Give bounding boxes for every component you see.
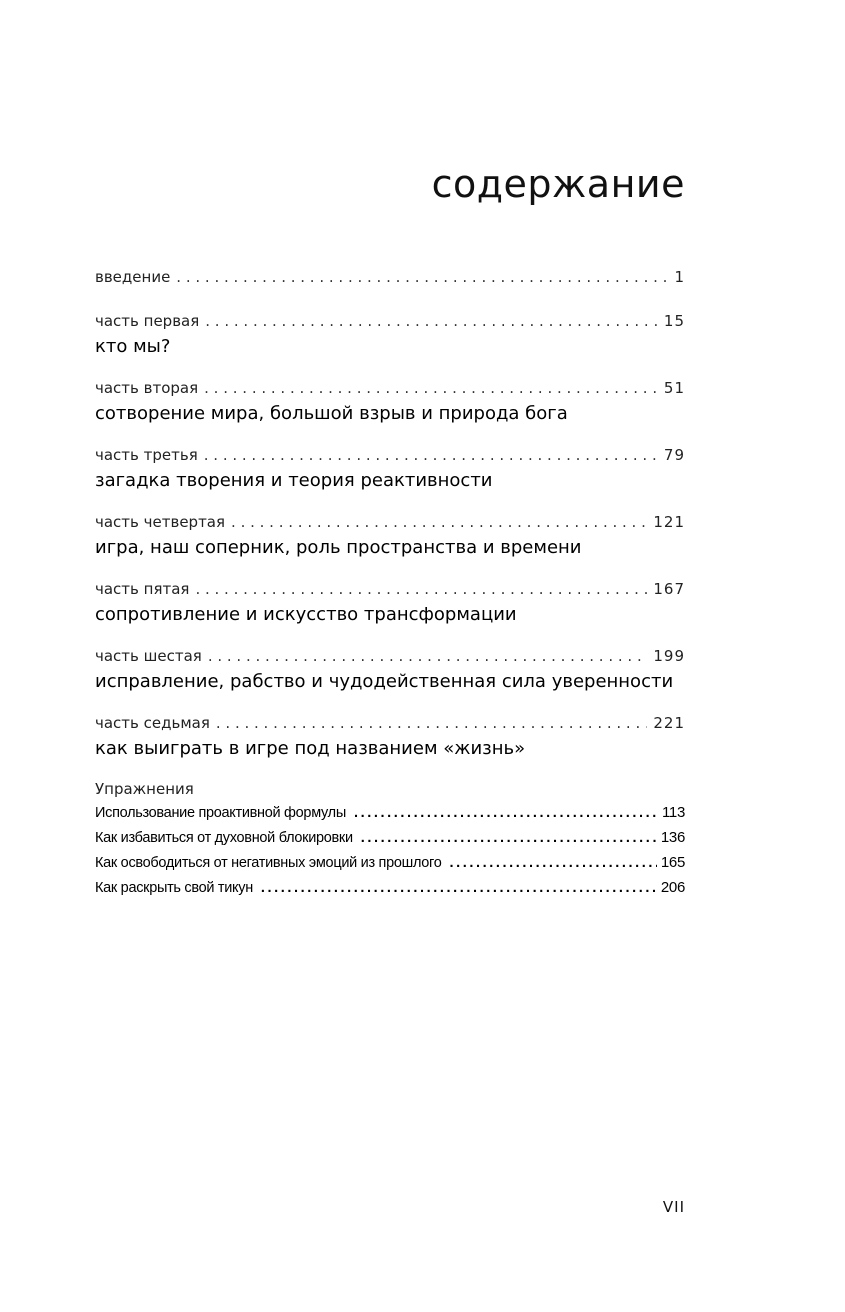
toc-entry-part-5 bbox=[95, 574, 685, 626]
toc-page-number: 221 bbox=[653, 714, 685, 732]
exercise-label: Использование проактивной формулы bbox=[95, 805, 346, 821]
dot-leader bbox=[216, 708, 647, 738]
toc-page-number: 121 bbox=[653, 513, 685, 531]
exercise-label: Как раскрыть свой тикун bbox=[95, 880, 253, 896]
toc-row[interactable] bbox=[95, 440, 685, 470]
toc-label: часть пятая bbox=[95, 580, 190, 598]
dot-leader bbox=[231, 507, 647, 537]
part-title[interactable]: исправление, рабство и чудодейственная сила уверенности bbox=[95, 671, 674, 692]
toc-page-number: 199 bbox=[653, 647, 685, 665]
toc-page-number: 79 bbox=[663, 446, 685, 464]
exercise-page-number: 165 bbox=[660, 854, 685, 871]
exercise-page-number: 136 bbox=[660, 829, 685, 846]
toc-row[interactable] bbox=[95, 708, 685, 738]
exercise-row[interactable] bbox=[95, 800, 685, 825]
toc-label: часть первая bbox=[95, 312, 200, 330]
dot-leader bbox=[449, 851, 656, 876]
dot-leader bbox=[361, 826, 657, 851]
toc-row[interactable] bbox=[95, 641, 685, 671]
part-title[interactable]: сотворение мира, большой взрыв и природа бога bbox=[95, 403, 568, 424]
part-title[interactable]: загадка творения и теория реактивности bbox=[95, 470, 493, 491]
exercise-label: Как избавиться от духовной блокировки bbox=[95, 830, 353, 846]
exercise-row[interactable] bbox=[95, 875, 685, 900]
toc-label: часть четвертая bbox=[95, 513, 226, 531]
dot-leader bbox=[204, 440, 658, 470]
toc-page-number: 15 bbox=[663, 312, 685, 330]
toc-row[interactable] bbox=[95, 262, 685, 292]
toc-entry-part-7 bbox=[95, 708, 685, 760]
toc-row[interactable] bbox=[95, 574, 685, 604]
exercise-page-number: 113 bbox=[661, 804, 685, 821]
dot-leader bbox=[208, 641, 648, 671]
part-title[interactable]: кто мы? bbox=[95, 336, 171, 357]
page-folio: VII bbox=[662, 1198, 685, 1216]
toc-label: часть третья bbox=[95, 446, 198, 464]
toc-row[interactable] bbox=[95, 306, 685, 336]
dot-leader bbox=[261, 876, 657, 901]
toc-label: часть шестая bbox=[95, 647, 202, 665]
toc-label: часть вторая bbox=[95, 379, 199, 397]
part-title[interactable]: сопротивление и искусство трансформации bbox=[95, 604, 517, 625]
dot-leader bbox=[205, 306, 658, 336]
toc-page-number: 167 bbox=[653, 580, 685, 598]
toc-entry-part-6 bbox=[95, 641, 685, 693]
exercise-page-number: 206 bbox=[660, 879, 685, 896]
toc-entry-part-3 bbox=[95, 440, 685, 492]
exercise-row[interactable] bbox=[95, 825, 685, 850]
toc-page-number: 1 bbox=[674, 268, 685, 286]
exercise-row[interactable] bbox=[95, 850, 685, 875]
toc-entry-part-4 bbox=[95, 507, 685, 559]
exercises-heading: Упражнения bbox=[95, 780, 194, 798]
toc-label: часть седьмая bbox=[95, 714, 210, 732]
part-title[interactable]: игра, наш соперник, роль пространства и времени bbox=[95, 537, 582, 558]
toc-label: введение bbox=[95, 268, 171, 286]
table-of-contents bbox=[95, 262, 685, 900]
dot-leader bbox=[176, 262, 668, 292]
toc-entry-intro bbox=[95, 262, 685, 292]
dot-leader bbox=[354, 801, 658, 826]
toc-entry-part-1 bbox=[95, 306, 685, 358]
part-title[interactable]: как выиграть в игре под названием «жизнь» bbox=[95, 738, 526, 759]
toc-row[interactable] bbox=[95, 507, 685, 537]
page-title: содержание bbox=[431, 162, 685, 206]
dot-leader bbox=[195, 574, 647, 604]
exercise-label: Как освободиться от негативных эмоций из прошлого bbox=[95, 855, 442, 871]
toc-page-number: 51 bbox=[663, 379, 685, 397]
toc-row[interactable] bbox=[95, 373, 685, 403]
toc-entry-part-2 bbox=[95, 373, 685, 425]
dot-leader bbox=[204, 373, 658, 403]
